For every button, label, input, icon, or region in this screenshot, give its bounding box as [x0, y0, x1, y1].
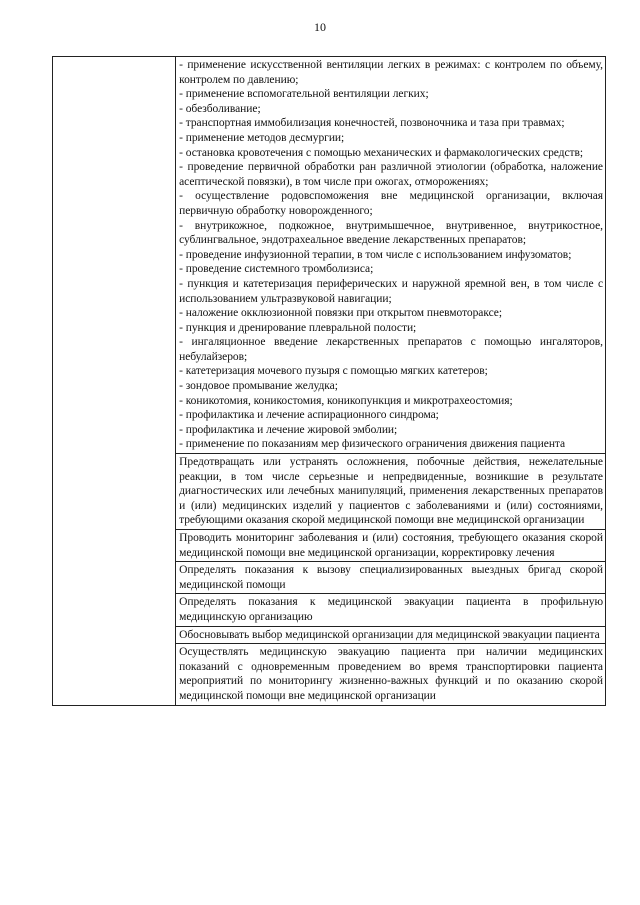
page-number: 10	[314, 20, 326, 34]
list-item: - катетеризация мочевого пузыря с помощью мягких катетеров;	[179, 365, 488, 378]
list-item: - применение методов десмургии;	[179, 131, 345, 144]
right-cell	[176, 57, 606, 454]
list-item: - внутрикожное, подкожное, внутримышечное, внутривенное, внутрикостное, сублингвальное, эндотрахеальное введение лекарственных препаратов;	[179, 219, 603, 247]
list-item: - остановка кровотечения с помощью механических и фармакологических средств;	[179, 146, 584, 159]
list-item: - профилактика и лечение жировой эмболии;	[179, 423, 398, 436]
procedure-list	[179, 58, 603, 452]
cell-text: Проводить мониторинг заболевания и (или) состояния, требующего оказания скорой медицинской помощи вне медицинской организации, корректировку лечения	[179, 532, 603, 559]
cell-text: Предотвращать или устранять осложнения, побочные действия, нежелательные реакции, в том числе серьезные и непредвиденные, возникшие в результате диагностических или лечебных манипуляций, применения лекарственных препаратов и (или) медицинских изделий у пациентов с заболеваниями и (или) состояниями, требующими оказания скорой медицинской помощи вне медицинской организации	[179, 456, 603, 527]
list-item: - проведение инфузионной терапии, в том числе с использованием инфузоматов;	[179, 248, 572, 261]
right-cell	[176, 626, 606, 644]
skills-table	[52, 56, 606, 706]
list-item: - пункция и дренирование плевральной полости;	[179, 321, 417, 334]
list-item: - проведение системного тромболизиса;	[179, 263, 374, 276]
right-cell	[176, 562, 606, 594]
cell-text: Определять показания к вызову специализированных выездных бригад скорой медицинской помощи	[179, 564, 603, 591]
list-item: - обезболивание;	[179, 102, 261, 115]
right-cell	[176, 530, 606, 562]
list-item: - профилактика и лечение аспирационного синдрома;	[179, 409, 439, 422]
list-item: - осуществление родовспоможения вне медицинской организации, включая первичную обработку новорожденного;	[179, 190, 603, 217]
list-item: - применение вспомогательной вентиляции легких;	[179, 88, 429, 101]
list-item: - ингаляционное введение лекарственных препаратов с помощью ингаляторов, небулайзеров;	[179, 336, 603, 363]
cell-text: Определять показания к медицинской эвакуации пациента в профильную медицинскую организацию	[179, 596, 603, 623]
left-cell	[53, 57, 176, 706]
list-item: - коникотомия, коникостомия, коникопункция и микротрахеостомия;	[179, 394, 513, 407]
cell-text: Обосновывать выбор медицинской организации для медицинской эвакуации пациента	[179, 628, 600, 641]
right-cell	[176, 594, 606, 626]
list-item: - пункция и катетеризация периферических и наружной яремной вен, в том числе с использованием ультразвуковой навигации;	[179, 277, 603, 305]
cell-text: Осуществлять медицинскую эвакуацию пациента при наличии медицинских показаний с одновременным проведением во время транспортировки пациента мероприятий по мониторингу жизненно-важных функций и по оказанию скорой медицинской помощи вне медицинской организации	[179, 646, 603, 702]
right-cell	[176, 454, 606, 530]
list-item: - транспортная иммобилизация конечностей, позвоночника и таза при травмах;	[179, 117, 565, 130]
table-row	[53, 57, 606, 454]
list-item: - применение по показаниям мер физического ограничения движения пациента	[179, 438, 566, 451]
list-item: - зондовое промывание желудка;	[179, 380, 338, 393]
right-cell	[176, 644, 606, 705]
list-item: - наложение окклюзионной повязки при открытом пневмотораксе;	[179, 307, 503, 320]
list-item: - применение искусственной вентиляции легких в режимах: с контролем по объему, контролем по давлению;	[179, 59, 603, 86]
list-item: - проведение первичной обработки ран различной этиологии (обработка, наложение асептической повязки), в том числе при ожогах, отморожениях;	[179, 161, 603, 188]
